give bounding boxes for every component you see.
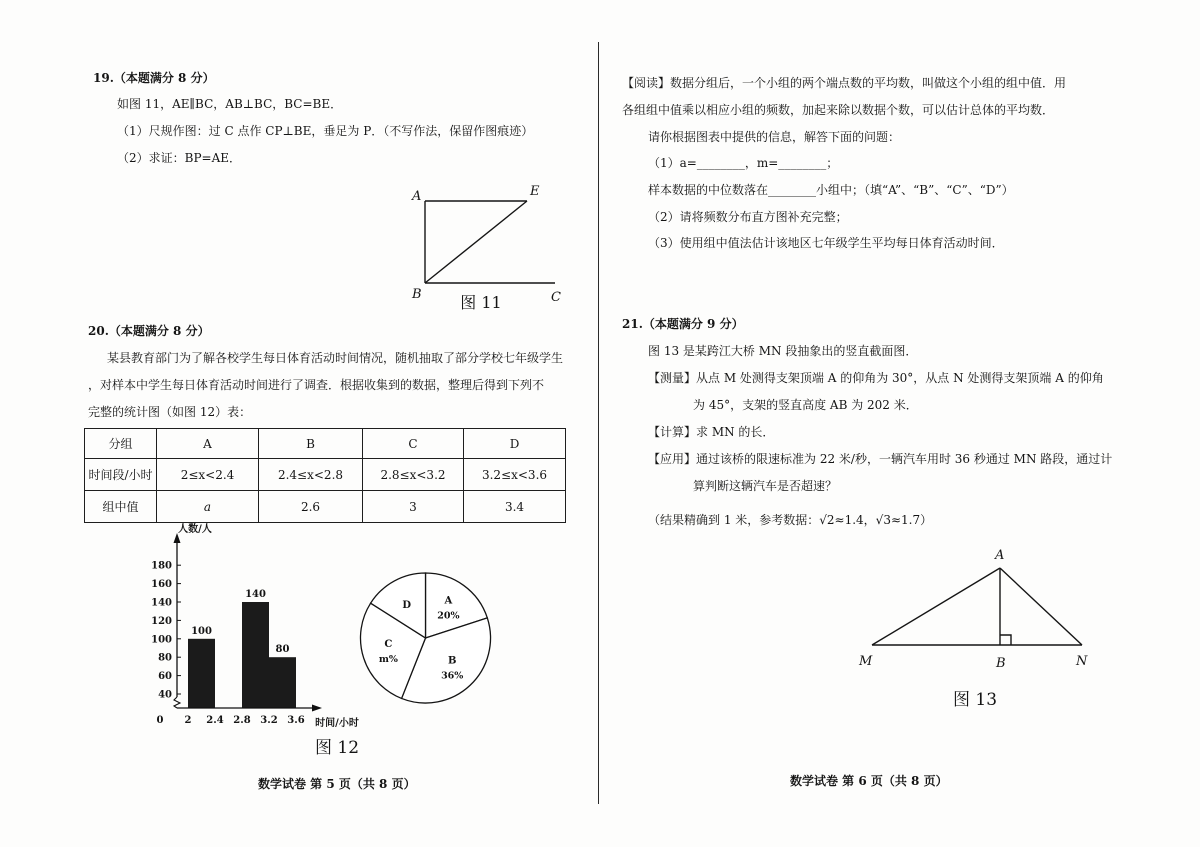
point-label-b: B	[412, 287, 422, 302]
origin-label: 0	[156, 715, 164, 726]
page-footer-right: 数学试卷 第 6 页（共 8 页）	[790, 774, 948, 788]
pie-slice-label: B	[447, 655, 457, 667]
page-divider	[598, 42, 599, 804]
table-cell: D	[464, 429, 566, 459]
y-axis-break	[174, 697, 180, 708]
segment-ma	[872, 568, 1000, 645]
x-tick-label: 2.4	[206, 715, 224, 726]
figure-12-caption: 图 12	[315, 738, 360, 758]
point-label-m: M	[859, 654, 873, 669]
x-tick-label: 2.8	[233, 715, 251, 726]
figure-13	[850, 540, 1105, 712]
y-tick-label: 120	[151, 615, 172, 627]
point-label-e: E	[530, 184, 540, 199]
y-tick-label: 140	[151, 597, 172, 609]
figure-13-caption: 图 13	[952, 690, 998, 710]
point-label-n: N	[1076, 654, 1088, 669]
question-19-part-1: （1）尺规作图：过 C 点作 CP⊥BE，垂足为 P．（不写作法，保留作图痕迹）	[117, 124, 534, 138]
table-cell: 3.4	[464, 491, 566, 523]
reading-text-line: 各组组中值乘以相应小组的频数，加起来除以数据个数，可以估计总体的平均数．	[622, 103, 1055, 117]
figure-11	[400, 178, 575, 316]
y-tick-label: 100	[151, 634, 172, 646]
reading-prompt: 请你根据图表中提供的信息，解答下面的问题：	[648, 130, 901, 144]
question-19-part-2: （2）求证：BP=AE．	[117, 151, 242, 165]
x-tick-label: 3.6	[287, 715, 305, 726]
page-footer-left: 数学试卷 第 5 页（共 8 页）	[258, 777, 416, 791]
table-cell: 2.8≤x<3.2	[363, 459, 464, 491]
table-cell: 2.6	[259, 491, 363, 523]
y-tick-label: 80	[158, 652, 172, 664]
x-axis-label: 时间/小时	[315, 718, 359, 729]
question-20-title: 20.（本题满分 8 分）	[88, 324, 210, 338]
x-tick-label: 3.2	[260, 715, 278, 726]
question-21-apply-line: 算判断这辆汽车是否超速？	[693, 479, 838, 493]
table-cell: 3.2≤x<3.6	[464, 459, 566, 491]
table-cell: 2.4≤x<2.8	[259, 459, 363, 491]
y-tick-label: 160	[151, 579, 172, 591]
segment-be	[425, 201, 527, 283]
segment-an	[1000, 568, 1082, 645]
question-20-text-line: 某县教育部门为了解各校学生每日体育活动时间情况，随机抽取了部分学校七年级学生	[107, 351, 564, 365]
pie-slice-label: A	[444, 595, 453, 607]
histogram-bar	[242, 602, 269, 708]
reading-text-line: 【阅读】数据分组后，一个小组的两个端点数的平均数，叫做这个小组的组中值．用	[622, 76, 1067, 90]
frequency-histogram	[145, 518, 375, 733]
question-20-median: 样本数据的中位数落在________小组中；（填“A”、“B”、“C”、“D”）	[648, 183, 1014, 197]
question-21-title: 21.（本题满分 9 分）	[622, 317, 744, 331]
x-tick-label: 2	[184, 715, 192, 726]
pie-slice-label: C	[384, 639, 393, 651]
question-20-part-2: （2）请将频数分布直方图补充完整；	[648, 210, 848, 224]
table-row-header-cell: 组中值	[85, 491, 157, 523]
pie-slice-label: D	[402, 599, 412, 611]
y-tick-label: 180	[151, 560, 172, 572]
question-20-part-3: （3）使用组中值法估计该地区七年级学生平均每日体育活动时间．	[648, 236, 1004, 250]
table-row	[85, 459, 566, 491]
y-tick-label: 40	[158, 689, 172, 701]
table-cell: A	[157, 429, 259, 459]
point-label-a: A	[995, 548, 1005, 563]
table-row	[85, 429, 566, 459]
question-19-stem: 如图 11，AE∥BC，AB⊥BC，BC=BE．	[117, 97, 343, 111]
histogram-bar-label: 100	[191, 625, 212, 637]
question-20-part-1: （1）a=________，m=________；	[648, 156, 839, 170]
right-angle-mark	[1000, 635, 1011, 645]
table-cell: C	[363, 429, 464, 459]
point-label-b: B	[996, 656, 1006, 671]
table-cell: 2≤x<2.4	[157, 459, 259, 491]
question-19-title: 19.（本题满分 8 分）	[93, 71, 215, 85]
histogram-bar	[269, 657, 296, 708]
table-cell: 3	[363, 491, 464, 523]
table-cell: a	[157, 491, 259, 523]
question-21-compute: 【计算】求 MN 的长．	[648, 425, 775, 439]
histogram-bar	[188, 639, 215, 708]
pie-slice-percent: 36%	[441, 670, 464, 682]
figure-11-caption: 图 11	[460, 293, 502, 312]
question-20-text-line: 完整的统计图（如图 12）表：	[88, 405, 252, 419]
y-axis-label: 人数/人	[178, 524, 212, 535]
histogram-bar-label: 80	[275, 644, 290, 656]
pie-chart	[350, 562, 502, 714]
x-axis-arrow	[312, 705, 322, 712]
question-21-stem: 图 13 是某跨江大桥 MN 段抽象出的竖直截面图．	[648, 344, 918, 358]
table-row-header-cell: 时间段/小时	[85, 459, 157, 491]
question-21-apply-line: 【应用】通过该桥的限速标准为 22 米/秒，一辆汽车用时 36 秒通过 MN 路段，通过计	[648, 452, 1113, 466]
pie-slice-percent: 20%	[437, 610, 460, 622]
question-20-text-line: ，对样本中学生每日体育活动时间进行了调查．根据收集到的数据，整理后得到下列不	[88, 378, 545, 392]
point-label-a: A	[412, 189, 422, 204]
question-21-note: （结果精确到 1 米，参考数据：√2≈1.4，√3≈1.7）	[648, 513, 933, 527]
histogram-bar-label: 140	[245, 589, 266, 600]
table-row-header-cell: 分组	[85, 429, 157, 459]
table-cell: B	[259, 429, 363, 459]
y-tick-label: 60	[158, 671, 172, 683]
question-21-measure-line: 为 45°，支架的竖直高度 AB 为 202 米．	[693, 398, 918, 412]
statistics-table	[84, 428, 566, 523]
point-label-c: C	[551, 290, 561, 305]
question-21-measure-line: 【测量】从点 M 处测得支架顶端 A 的仰角为 30°，从点 N 处测得支架顶端 A 的仰角	[648, 371, 1104, 385]
pie-slice-percent: m%	[378, 654, 398, 666]
